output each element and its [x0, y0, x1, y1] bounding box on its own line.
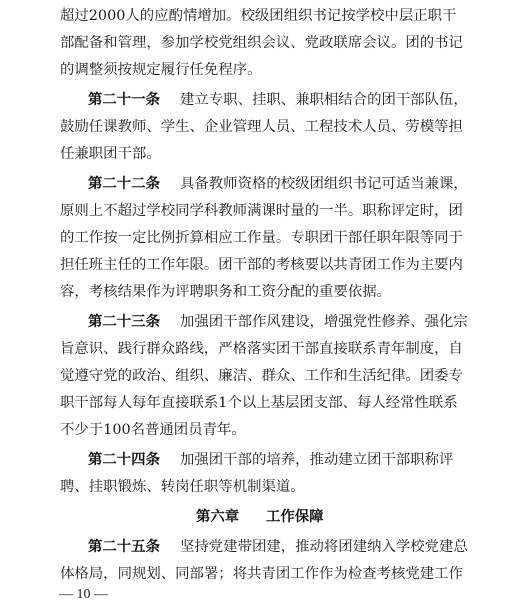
text-line: 超过2000人的应酌情增加。校级团组织书记按学校中层正职干 [60, 8, 457, 24]
article-23-heading-line: 第二十三条 加强团干部作风建设，增强党性修养、强化宗 [0, 309, 512, 336]
article-22-heading-line: 第二十二条 具备教师资格的校级团组织书记可适当兼课， [0, 171, 512, 198]
text-line: 容，考核结果作为评聘职务和工资分配的重要依据。 [60, 284, 391, 300]
text-line: 觉遵守党的政治、组织、廉洁、群众、工作和生活纪律。团委专 [60, 368, 463, 384]
chapter-number: 第六章 [196, 509, 240, 525]
article-24-heading-line: 第二十四条 加强团干部的培养，推动建立团干部职称评 [0, 447, 512, 474]
text-line: 担任班主任的工作年限。团干部的考核要以共青团工作为主要内 [60, 257, 463, 273]
text-line: 的调整须按规定履行任免程序。 [60, 62, 262, 78]
text-line: 体格局，同规划、同部署；将共青团工作作为检查考核党建工作 [60, 566, 463, 582]
text-line: 任兼职团干部。 [60, 146, 161, 162]
article-number: 第二十五条 [88, 539, 160, 555]
text-line: 职干部每人每年直接联系1个以上基层团支部、每人经常性联系 [60, 395, 458, 411]
text-line: 的工作按一定比例折算相应工作量。专职团干部任职年限等同于 [60, 230, 463, 246]
article-21-heading-line: 第二十一条 建立专职、挂职、兼职相结合的团干部队伍， [0, 87, 512, 114]
text-line: 不少于100名普通团员青年。 [60, 422, 246, 438]
article-number: 第二十三条 [88, 314, 160, 330]
text-line: 部配备和管理，参加学校党组织会议、党政联席会议。团的书记 [60, 35, 463, 51]
text-line: 聘、挂职锻炼、转岗任职等机制渠道。 [60, 479, 305, 495]
text-line: 鼓励任课教师、学生、企业管理人员、工程技术人员、劳模等担 [60, 119, 463, 135]
article-number: 第二十四条 [88, 452, 160, 468]
chapter-title: 工作保障 [266, 509, 324, 525]
chapter-heading [0, 504, 512, 531]
text-line: 原则上不超过学校同学科教师满课时量的一半。职称评定时，团 [60, 203, 463, 219]
page-number: — 10 — [59, 587, 108, 602]
article-number: 第二十一条 [88, 92, 160, 108]
text-line: 旨意识、践行群众路线，严格落实团干部直接联系青年制度，自 [60, 341, 463, 357]
article-25-heading-line: 第二十五条 坚持党建带团建，推动将团建纳入学校党建总 [0, 534, 512, 561]
article-number: 第二十二条 [88, 176, 160, 192]
